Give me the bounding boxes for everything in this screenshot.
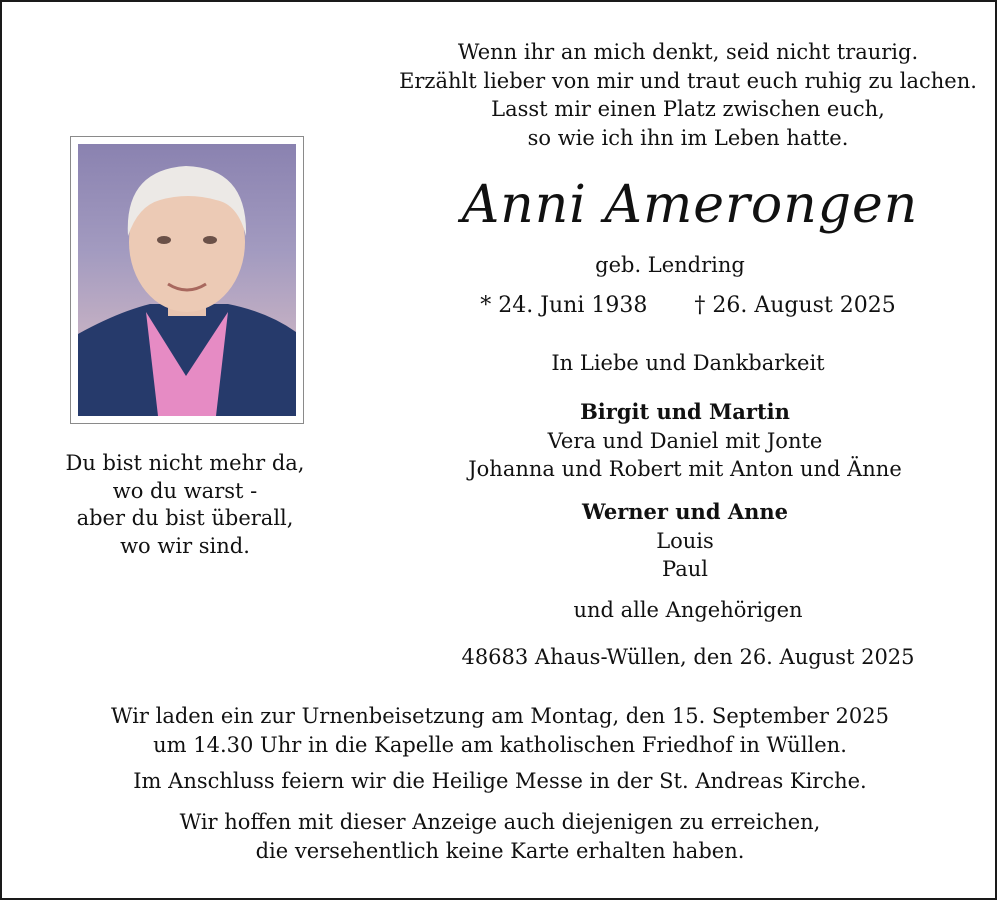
family-line: Louis (656, 528, 714, 553)
family-line: Johanna und Robert mit Anton und Änne (468, 457, 902, 481)
invitation-line: Wir laden ein zur Urnenbeisetzung am Montag, den 15. September 2025 (110, 704, 889, 728)
notice-closing (100, 808, 900, 865)
poem-line: Erzählt lieber von mir und traut euch ruhig zu lachen. (399, 68, 977, 93)
verse-line: wo wir sind. (120, 533, 250, 558)
poem-line: Wenn ihr an mich denkt, seid nicht traurig. (457, 40, 919, 64)
relatives-line: und alle Angehörigen (573, 598, 803, 622)
portrait-frame (70, 136, 304, 424)
birth-date: * 24. Juni 1938 (480, 293, 648, 318)
verse-line: Du bist nicht mehr da, (65, 451, 305, 475)
deceased-name: Anni Amerongen (461, 175, 919, 235)
family-head: Birgit und Martin (580, 399, 790, 424)
poem-line: so wie ich ihn im Leben hatte. (527, 125, 849, 150)
verse-line: wo du warst - (112, 478, 258, 503)
family-group-1 (440, 398, 930, 484)
funeral-invitation (100, 702, 900, 759)
invitation-line: um 14.30 Uhr in die Kapelle am katholischen Friedhof in Wüllen. (153, 732, 847, 757)
family-line: Vera und Daniel mit Jonte (547, 428, 823, 453)
place-date: 48683 Ahaus-Wüllen, den 26. August 2025 (461, 645, 915, 669)
mass-line: Im Anschluss feiern wir die Heilige Messe in der St. Andreas Kirche. (133, 769, 867, 793)
family-line: Paul (662, 557, 708, 581)
life-dates (468, 293, 908, 318)
poem (388, 38, 988, 152)
family-head: Werner und Anne (581, 499, 789, 524)
verse (40, 450, 330, 560)
birth-name: geb. Lendring (595, 253, 745, 277)
poem-line: Lasst mir einen Platz zwischen euch, (491, 97, 885, 121)
gratitude-line: In Liebe und Dankbarkeit (551, 351, 825, 375)
closing-line: die versehentlich keine Karte erhalten haben. (255, 838, 745, 863)
closing-line: Wir hoffen mit dieser Anzeige auch diejenigen zu erreichen, (179, 810, 821, 834)
verse-line: aber du bist überall, (76, 506, 294, 530)
death-date: † 26. August 2025 (694, 293, 896, 318)
family-group-2 (440, 498, 930, 584)
portrait-photo (78, 144, 296, 416)
